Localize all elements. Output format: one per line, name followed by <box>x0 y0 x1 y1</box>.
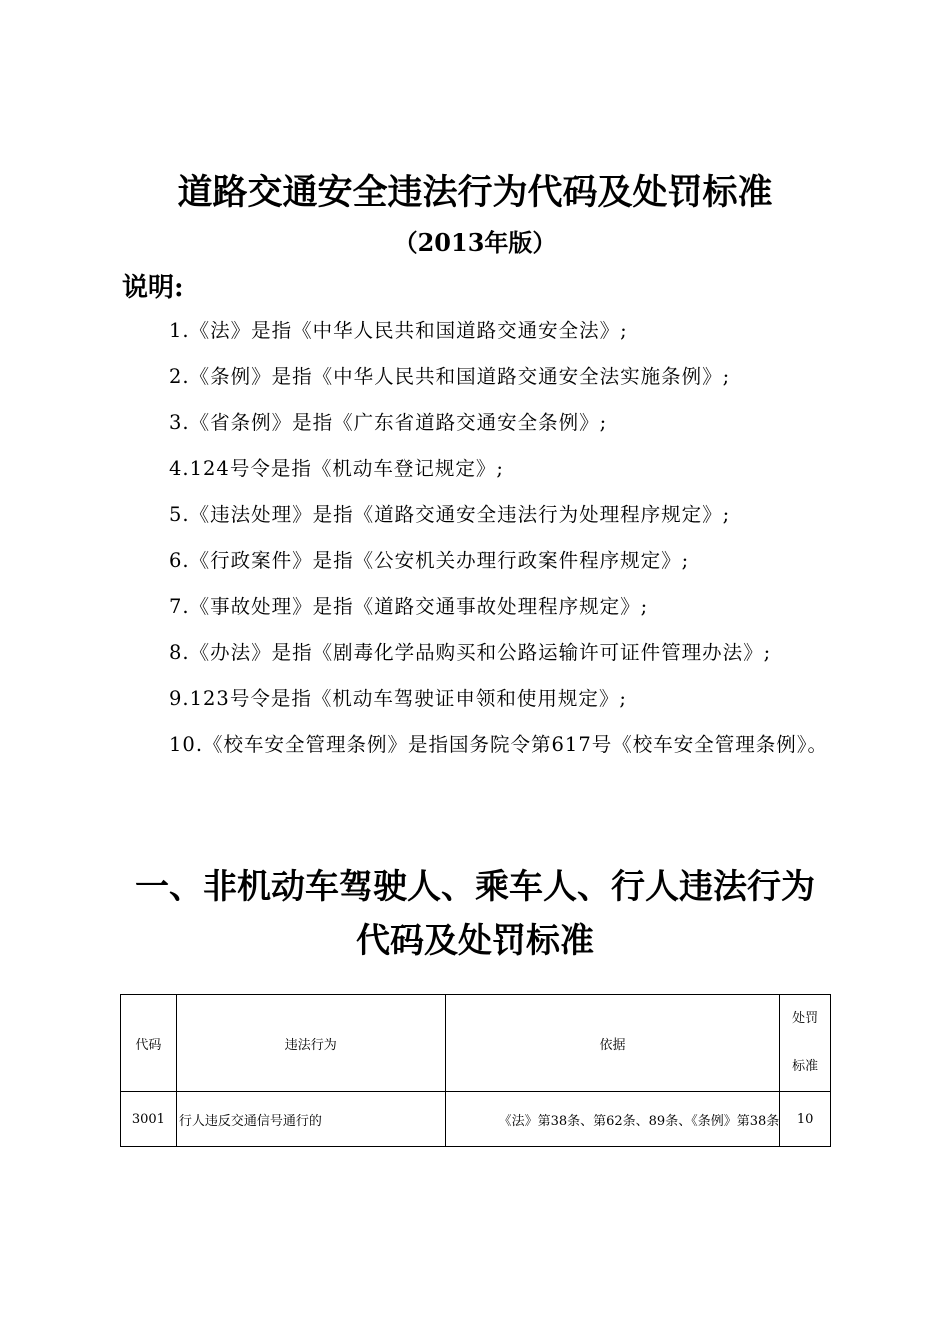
header-code: 代码 <box>121 995 177 1092</box>
note-item: 3.《省条例》是指《广东省道路交通安全条例》; <box>169 411 608 434</box>
notes-heading: 说明: <box>122 273 184 303</box>
header-basis: 依据 <box>445 995 780 1092</box>
note-item: 8.《办法》是指《剧毒化学品购买和公路运输许可证件管理办法》; <box>169 641 772 664</box>
note-item: 10.《校车安全管理条例》是指国务院令第617号《校车安全管理条例》。 <box>169 733 828 756</box>
header-penalty-line-2: 标准 <box>792 1059 819 1074</box>
notes-list <box>122 308 834 768</box>
header-act: 违法行为 <box>176 995 445 1092</box>
note-item: 1.《法》是指《中华人民共和国道路交通安全法》; <box>169 319 628 342</box>
cell-basis: 《法》第38条、第62条、89条、《条例》第38条 <box>445 1092 780 1147</box>
note-item: 6.《行政案件》是指《公安机关办理行政案件程序规定》; <box>169 549 690 572</box>
violations-table <box>120 994 831 1147</box>
note-item: 4.124号令是指《机动车登记规定》; <box>169 457 504 480</box>
table-header-row <box>121 995 831 1092</box>
document-title: 道路交通安全违法行为代码及处罚标准 <box>177 172 773 213</box>
note-item: 9.123号令是指《机动车驾驶证申领和使用规定》; <box>169 687 627 710</box>
note-item: 2.《条例》是指《中华人民共和国道路交通安全法实施条例》; <box>169 365 731 388</box>
note-item: 7.《事故处理》是指《道路交通事故处理程序规定》; <box>169 595 649 618</box>
section-title <box>100 860 850 968</box>
cell-penalty: 10 <box>780 1092 831 1147</box>
header-penalty-line-1: 处罚 <box>792 1011 819 1026</box>
document-subtitle: （2013年版） <box>393 228 557 257</box>
note-item: 5.《违法处理》是指《道路交通安全违法行为处理程序规定》; <box>169 503 731 526</box>
table-row <box>121 1092 831 1147</box>
header-penalty <box>780 995 831 1092</box>
section-title-line-1: 一、非机动车驾驶人、乘车人、行人违法行为 <box>135 867 815 907</box>
cell-act: 行人违反交通信号通行的 <box>176 1092 445 1147</box>
section-title-line-2: 代码及处罚标准 <box>356 921 594 961</box>
cell-code: 3001 <box>121 1092 177 1147</box>
